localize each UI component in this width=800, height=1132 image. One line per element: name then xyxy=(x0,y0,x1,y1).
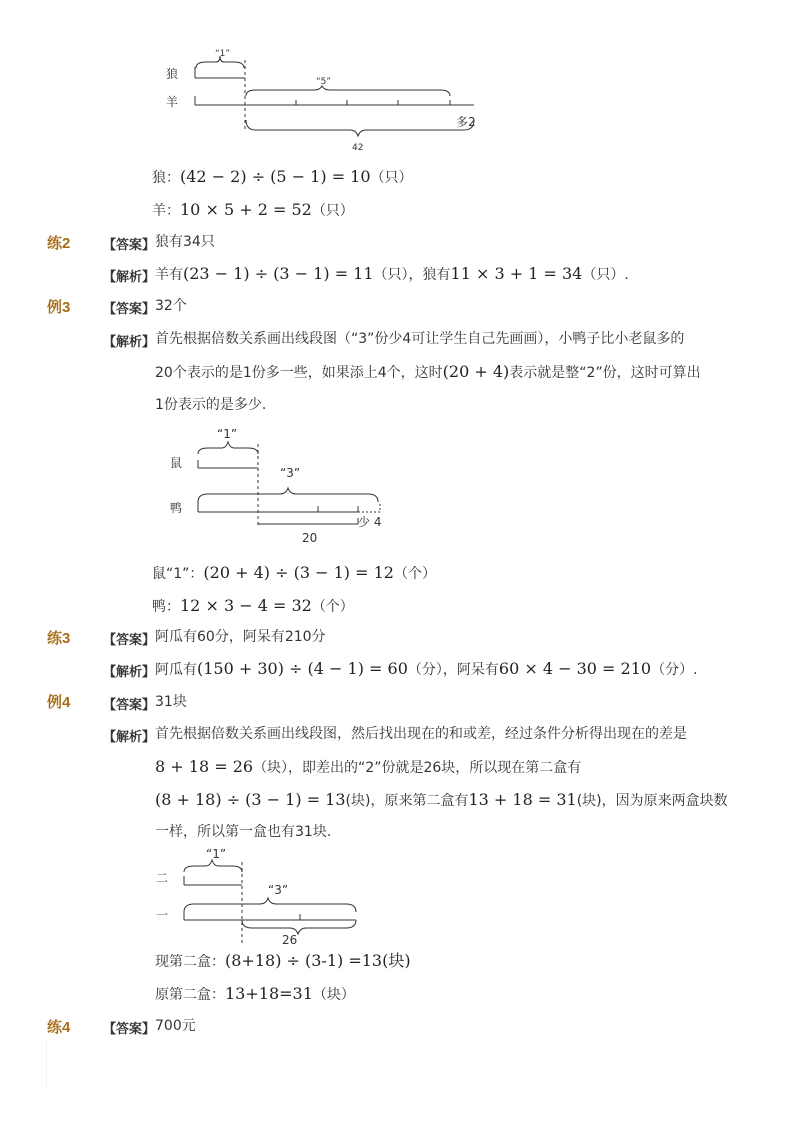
li4-p3m2: 13 + 18 = 31 xyxy=(468,790,577,809)
diagram3-q3: “3” xyxy=(268,883,289,897)
li3-answer: 32个 xyxy=(155,298,187,314)
eq-now-math: (8+18) ÷ (3-1) =13 xyxy=(225,951,383,970)
li3-p2a: 20个表示的是1份多一些，如果添上4个，这时 xyxy=(155,365,443,381)
diagram2-q1: “1” xyxy=(217,427,238,441)
eq-sheep-unit: （只） xyxy=(311,203,354,219)
diagram1-total: 42 xyxy=(352,143,364,153)
li3-p3: 1份表示的是多少. xyxy=(155,397,267,413)
lian2-a1: 羊有 xyxy=(155,267,183,283)
eq-sheep xyxy=(152,199,354,222)
diagram3-q1: “1” xyxy=(206,847,227,861)
li3-analysis-tag: 【解析】 xyxy=(103,335,156,350)
brace-sheep-top xyxy=(246,86,450,96)
eq-mouse-math: (20 + 4) ÷ (3 − 1) = 12 xyxy=(203,563,394,582)
eq-orig-prefix: 原第二盒： xyxy=(155,987,225,1003)
li3-answer-tag: 【答案】 xyxy=(103,302,156,317)
eq-wolf xyxy=(152,166,413,189)
li3-p2m: (20 + 4) xyxy=(442,362,510,381)
diagram2-row1: 鼠 xyxy=(170,456,183,470)
lian2-answer: 狼有34只 xyxy=(155,234,215,250)
brace-mouse xyxy=(198,442,258,454)
eq-mouse-unit: （个） xyxy=(393,566,436,582)
eq-now-unit: (块) xyxy=(382,951,411,970)
eq-mouse-prefix: 鼠“1”： xyxy=(152,566,204,582)
lian2-m2: 11 × 3 + 1 = 34 xyxy=(450,264,583,283)
eq-wolf-prefix: 狼： xyxy=(152,170,180,186)
diagram-wolf-sheep xyxy=(0,0,800,160)
diagram3-row1: 二 xyxy=(156,871,169,885)
li4-p2b: （块），即差出的“2”份就是26块，所以现在第二盒有 xyxy=(253,760,582,776)
lian2-a2: （只），狼有 xyxy=(373,267,451,283)
li4-label: 例4 xyxy=(47,694,71,711)
brace-box-two xyxy=(184,860,242,872)
eq-orig-math: 13+18=31 xyxy=(225,984,313,1003)
lian3-a1: 阿瓜有 xyxy=(155,662,197,678)
left-margin-rule xyxy=(46,1040,47,1090)
lian3-m2: 60 × 4 − 30 = 210 xyxy=(498,659,652,678)
lian2-a3: （只）. xyxy=(582,267,629,283)
li3-label: 例3 xyxy=(47,299,71,316)
diagram1-q5: “5” xyxy=(316,77,332,87)
li3-p2b: 表示就是整“2”份，这时可算出 xyxy=(509,365,701,381)
li4-p3b: (块)，因为原来两盒块数 xyxy=(576,793,728,809)
brace-duck-top xyxy=(198,488,378,502)
lian3-a2: （分），阿呆有 xyxy=(407,662,499,678)
li3-p1: 首先根据倍数关系画出线段图（“3”份少4可让学生自己先画画），小鸭子比小老鼠多的 xyxy=(155,331,685,347)
li4-p1: 首先根据倍数关系画出线段图，然后找出现在的和或差，经过条件分析得出现在的差是 xyxy=(155,726,687,742)
lian2-analysis xyxy=(155,263,629,286)
li3-p2 xyxy=(155,361,701,384)
eq-orig-box xyxy=(155,983,355,1006)
eq-wolf-math: (42 − 2) ÷ (5 − 1) = 10 xyxy=(180,167,371,186)
lian2-answer-tag: 【答案】 xyxy=(103,238,156,253)
lian3-analysis xyxy=(155,658,698,681)
brace-wolf xyxy=(196,56,244,68)
diagram1-more: 多2 xyxy=(456,115,476,129)
diagram2-diff: 20 xyxy=(302,531,318,545)
lian3-answer: 阿瓜有60分，阿呆有210分 xyxy=(155,629,326,645)
li4-p3a: (块)，原来第二盒有 xyxy=(345,793,469,809)
eq-orig-unit: （块） xyxy=(312,987,355,1003)
eq-wolf-unit: （只） xyxy=(370,170,413,186)
eq-duck xyxy=(152,595,354,618)
eq-duck-prefix: 鸭： xyxy=(152,599,180,615)
lian3-answer-tag: 【答案】 xyxy=(103,633,156,648)
li4-p2 xyxy=(155,756,581,779)
eq-mouse xyxy=(152,562,436,585)
lian4-answer: 700元 xyxy=(155,1018,196,1034)
diagram1-q1: “1” xyxy=(215,49,231,59)
diagram1-row1: 狼 xyxy=(166,67,179,81)
li4-analysis-tag: 【解析】 xyxy=(103,730,156,745)
diagram3-diff: 26 xyxy=(282,933,298,947)
lian3-analysis-tag: 【解析】 xyxy=(103,665,156,680)
lian4-label: 练4 xyxy=(47,1019,71,1036)
li4-p4: 一样，所以第一盒也有31块. xyxy=(155,824,332,840)
eq-sheep-prefix: 羊： xyxy=(152,203,180,219)
eq-now-box xyxy=(155,950,411,973)
diagram3-row2: 一 xyxy=(156,908,169,922)
eq-duck-math: 12 × 3 − 4 = 32 xyxy=(180,596,312,615)
lian2-m1: (23 − 1) ÷ (3 − 1) = 11 xyxy=(183,264,374,283)
lian3-a3: （分）. xyxy=(651,662,698,678)
lian3-label: 练3 xyxy=(47,630,71,647)
eq-duck-unit: （个） xyxy=(311,599,354,615)
diagram1-row2: 羊 xyxy=(166,95,179,109)
diagram2-q3: “3” xyxy=(280,466,301,480)
diagram-mouse-duck xyxy=(0,420,800,550)
lian4-answer-tag: 【答案】 xyxy=(103,1022,156,1037)
li4-p3 xyxy=(155,789,728,812)
eq-sheep-math: 10 × 5 + 2 = 52 xyxy=(180,200,312,219)
lian3-m1: (150 + 30) ÷ (4 − 1) = 60 xyxy=(197,659,408,678)
diagram-boxes xyxy=(0,840,800,950)
diagram2-row2: 鸭 xyxy=(170,501,183,515)
brace-total xyxy=(246,120,474,136)
lian2-analysis-tag: 【解析】 xyxy=(103,270,156,285)
brace-box-one-top xyxy=(184,898,356,912)
li4-answer-tag: 【答案】 xyxy=(103,698,156,713)
li4-answer: 31块 xyxy=(155,694,187,710)
eq-now-prefix: 现第二盒： xyxy=(155,954,225,970)
li4-p2m: 8 + 18 = 26 xyxy=(155,757,254,776)
brace-diff xyxy=(242,920,356,934)
li4-p3m: (8 + 18) ÷ (3 − 1) = 13 xyxy=(155,790,346,809)
diagram2-less: 少 4 xyxy=(358,515,382,529)
lian2-label: 练2 xyxy=(47,235,71,252)
